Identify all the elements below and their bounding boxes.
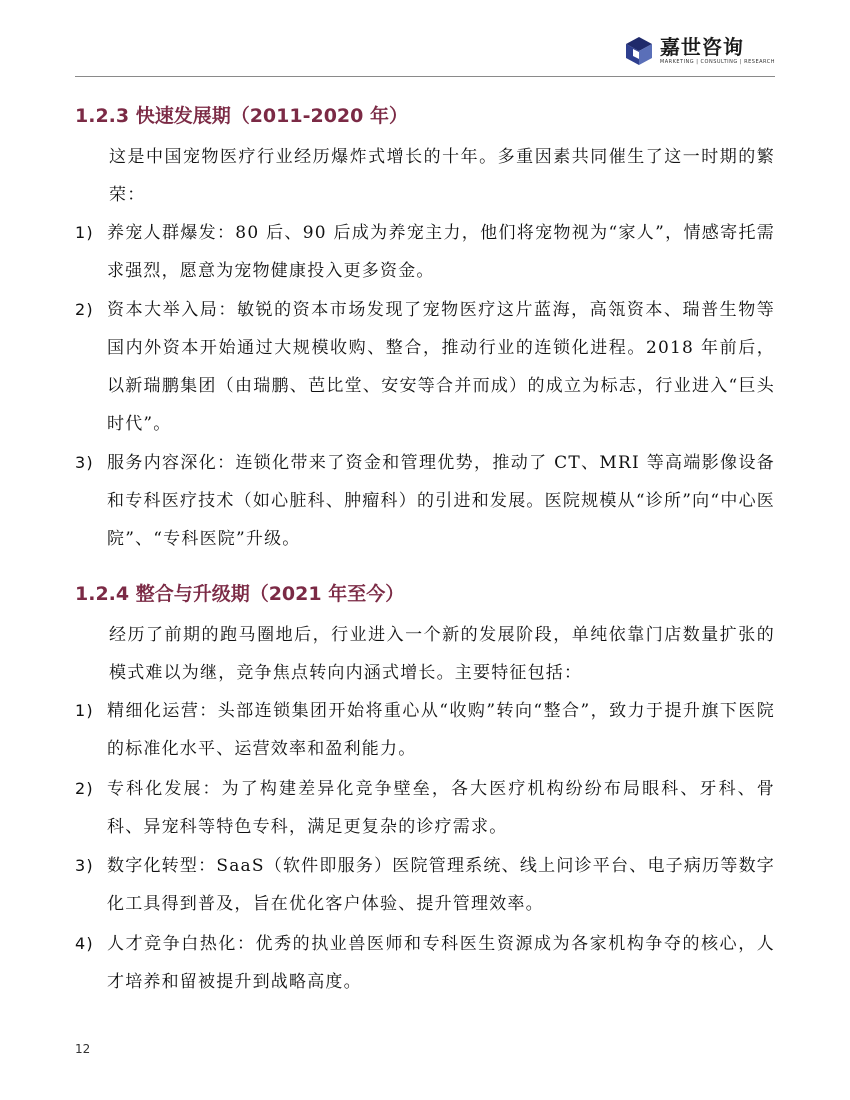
list-item-number: 2) xyxy=(75,300,94,319)
list-item-number: 1) xyxy=(75,223,94,242)
paragraph-text: 这是中国宠物医疗行业经历爆炸式增长的十年。多重因素共同催生了这一时期的繁荣： xyxy=(109,147,775,205)
list-item-text: 养宠人群爆发：80 后、90 后成为养宠主力，他们将宠物视为“家人”，情感寄托需求强烈，愿意为宠物健康投入更多资金。 xyxy=(107,223,775,281)
section-heading-1-2-4: 1.2.4 整合与升级期（2021 年至今） xyxy=(75,583,405,605)
brand-logo xyxy=(624,36,775,70)
list-item xyxy=(75,847,775,923)
list-item xyxy=(75,925,775,1001)
paragraph-text: 经历了前期的跑马圈地后，行业进入一个新的发展阶段，单纯依靠门店数量扩张的模式难以为继，竞争焦点转向内涵式增长。主要特征包括： xyxy=(109,625,775,683)
page-number: 12 xyxy=(75,1042,91,1056)
list-item xyxy=(75,692,775,768)
list-item-number: 2) xyxy=(75,779,94,798)
list-item xyxy=(75,444,775,558)
brand-tagline: MARKETING | CONSULTING | RESEARCH xyxy=(659,59,775,65)
brand-name: 嘉世咨询 xyxy=(659,35,744,59)
list-item xyxy=(75,291,775,443)
page-header xyxy=(75,0,775,77)
list-item-number: 3) xyxy=(75,453,94,472)
section-heading-1-2-3: 1.2.3 快速发展期（2011-2020 年） xyxy=(75,105,408,127)
section-intro-paragraph xyxy=(75,616,775,692)
list-item-text: 精细化运营：头部连锁集团开始将重心从“收购”转向“整合”，致力于提升旗下医院的标准化水平、运营效率和盈利能力。 xyxy=(107,701,775,759)
list-item xyxy=(75,770,775,846)
brand-mark-icon xyxy=(624,36,654,66)
list-item-text: 数字化转型：SaaS（软件即服务）医院管理系统、线上问诊平台、电子病历等数字化工具得到普及，旨在优化客户体验、提升管理效率。 xyxy=(107,856,775,914)
list-item-text: 人才竞争白热化：优秀的执业兽医师和专科医生资源成为各家机构争夺的核心，人才培养和留被提升到战略高度。 xyxy=(107,934,775,992)
list-item-number: 1) xyxy=(75,701,94,720)
list-item-text: 资本大举入局：敏锐的资本市场发现了宠物医疗这片蓝海，高瓴资本、瑞普生物等国内外资本开始通过大规模收购、整合，推动行业的连锁化进程。2018 年前后，以新瑞鹏集团（由瑞鹏、芭比堂、安安等合并而成）的成立为标志，行业进入“巨头时代”。 xyxy=(107,300,775,434)
list-item xyxy=(75,214,775,290)
list-item-number: 4) xyxy=(75,934,94,953)
list-item-text: 服务内容深化：连锁化带来了资金和管理优势，推动了 CT、MRI 等高端影像设备和专科医疗技术（如心脏科、肿瘤科）的引进和发展。医院规模从“诊所”向“中心医院”、“专科医院”升级。 xyxy=(107,453,775,549)
section-intro-paragraph xyxy=(75,138,775,214)
list-item-number: 3) xyxy=(75,856,94,875)
list-item-text: 专科化发展：为了构建差异化竞争壁垒，各大医疗机构纷纷布局眼科、牙科、骨科、异宠科等特色专科，满足更复杂的诊疗需求。 xyxy=(107,779,775,837)
